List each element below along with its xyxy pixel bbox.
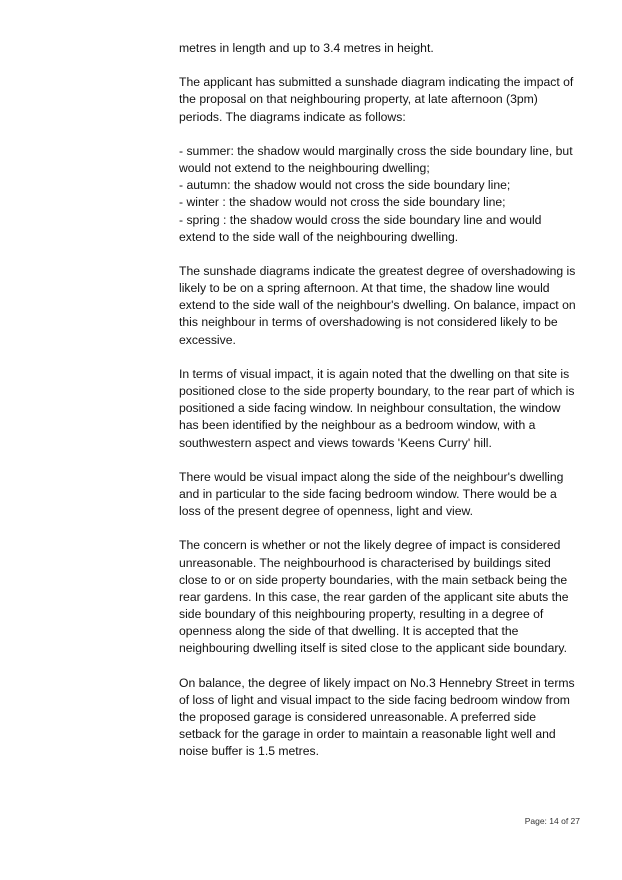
text-line: openness along the side of that dwelling. It is accepted that the (179, 624, 519, 639)
text-line: excessive. (179, 332, 236, 347)
text-line: close to or on side property boundaries, with the main setback being the (179, 572, 568, 587)
text-line: positioned close to the side property boundary, to the rear part of which is (179, 384, 575, 398)
text-line: The sunshade diagrams indicate the greatest degree of overshadowing is (179, 263, 576, 278)
text-line: setback for the garage in order to maintain a reasonable light well and (179, 727, 556, 742)
text-line: positioned a side facing window. In neighbour consultation, the window (179, 401, 561, 416)
text-line: loss of the present degree of openness, light and view. (179, 504, 474, 519)
text-line: has been identified by the neighbour as a bedroom window, with a (179, 418, 536, 433)
text-line: The concern is whether or not the likely degree of impact is considered (179, 538, 561, 553)
paragraph-visual-impact (179, 366, 589, 452)
page-number: Page: 14 of 27 (524, 816, 580, 826)
text-line: noise buffer is 1.5 metres. (179, 744, 320, 759)
text-line: The applicant has submitted a sunshade diagram indicating the impact of (179, 75, 574, 90)
text-line: extend to the side wall of the neighbour's dwelling. On balance, impact on (179, 298, 576, 313)
list-item-autumn: - autumn: the shadow would not cross the side boundary line; (179, 178, 511, 193)
text-line: this neighbour in terms of overshadowing is not considered likely to be (179, 315, 558, 330)
paragraph-conclusion (179, 675, 589, 761)
text-line: extend to the side wall of the neighbouring dwelling. (179, 229, 459, 244)
paragraph-seasons-list (179, 143, 589, 246)
text-line: southwestern aspect and views towards 'Keens Curry' hill. (179, 435, 492, 450)
text-line: There would be visual impact along the side of the neighbour's dwelling (179, 469, 564, 484)
paragraph-sunshade-intro (179, 74, 589, 126)
text-line: unreasonable. The neighbourhood is characterised by buildings sited (179, 555, 551, 570)
text-line: of loss of light and visual impact to the side facing bedroom window from (179, 692, 570, 707)
text-line: would not extend to the neighbouring dwelling; (179, 160, 430, 175)
text-line: In terms of visual impact, it is again noted that the dwelling on that site is (179, 366, 570, 381)
text-line: metres in length and up to 3.4 metres in height. (179, 41, 434, 55)
text-line: neighbouring dwelling itself is sited close to the applicant side boundary. (179, 641, 567, 656)
paragraph-dimensions (179, 40, 589, 57)
text-line: and in particular to the side facing bedroom window. There would be a (179, 486, 557, 501)
list-item-summer: - summer: the shadow would marginally cross the side boundary line, but (179, 143, 573, 158)
paragraph-concern (179, 537, 589, 657)
text-line: the proposed garage is considered unreasonable. A preferred side (179, 710, 537, 724)
list-item-winter: - winter : the shadow would not cross the side boundary line; (179, 195, 506, 210)
paragraph-bedroom-window (179, 469, 589, 521)
text-line: periods. The diagrams indicate as follows: (179, 109, 406, 124)
text-line: likely to be on a spring afternoon. At that time, the shadow line would (179, 281, 550, 296)
text-line: rear gardens. In this case, the rear garden of the applicant site abuts the (179, 589, 569, 604)
text-line: side boundary of this neighbouring property, resulting in a degree of (179, 607, 544, 622)
text-line: On balance, the degree of likely impact on No.3 Hennebry Street in terms (179, 675, 575, 690)
document-body (179, 40, 589, 778)
paragraph-overshadowing (179, 263, 589, 349)
list-item-spring: - spring : the shadow would cross the side boundary line and would (179, 212, 542, 227)
text-line: the proposal on that neighbouring property, at late afternoon (3pm) (179, 92, 538, 107)
